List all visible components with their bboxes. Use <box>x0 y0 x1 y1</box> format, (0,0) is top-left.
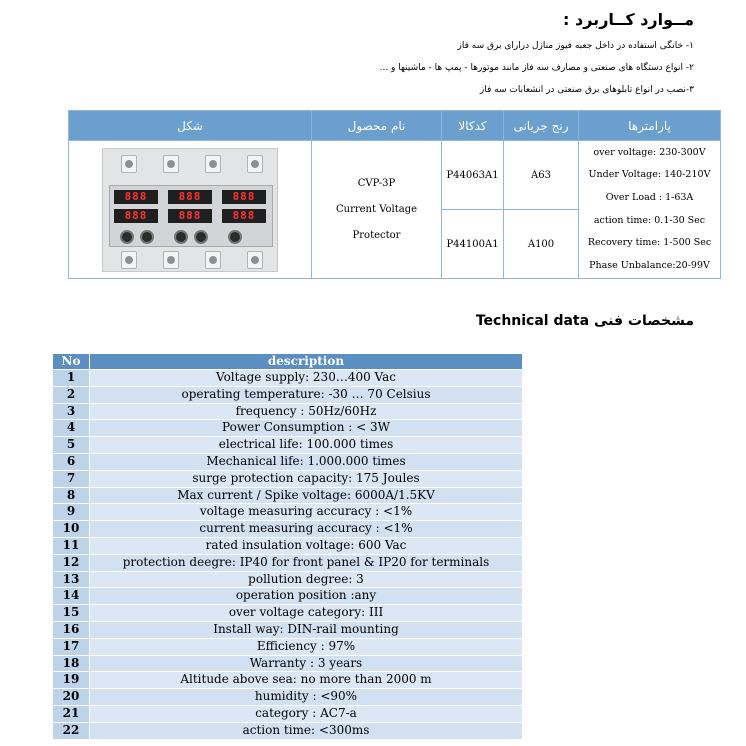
header-code: کدکالا <box>442 111 504 141</box>
spec-row-description: Max current / Spike voltage: 6000A/1.5KV <box>90 487 523 504</box>
spec-row-number: 4 <box>53 420 90 437</box>
spec-row-number: 3 <box>53 403 90 420</box>
usage-item: ۲- انواع دستگاه های صنعتی و مصارف سه فاز مانند موتورها - پمپ ها - ماشینها و ... <box>379 63 694 73</box>
spec-row-number: 11 <box>53 537 90 554</box>
table-row <box>53 403 523 420</box>
adjust-knob-icon <box>140 230 154 244</box>
table-row <box>53 571 523 588</box>
current-range-cell: A63 <box>504 141 579 210</box>
adjust-knob-icon <box>228 230 242 244</box>
spec-row-description: protection deegre: IP40 for front panel & IP20 for terminals <box>90 554 523 571</box>
spec-row-description: Power Consumption : < 3W <box>90 420 523 437</box>
technical-heading-en: Technical data <box>475 313 590 329</box>
adjust-knob-icon <box>194 230 208 244</box>
parameter-list <box>579 142 720 278</box>
table-row <box>53 588 523 605</box>
table-row <box>53 638 523 655</box>
spec-row-number: 15 <box>53 605 90 622</box>
table-row <box>53 621 523 638</box>
table-row <box>53 420 523 437</box>
model-name: Current Voltage Protector <box>335 203 418 241</box>
parameters-cell <box>579 141 721 279</box>
spec-row-number: 19 <box>53 672 90 689</box>
spec-row-number: 21 <box>53 705 90 722</box>
product-table <box>68 110 721 279</box>
terminal-screw-icon <box>247 251 263 269</box>
terminal-screw-icon <box>247 155 263 173</box>
table-row <box>53 453 523 470</box>
spec-row-number: 20 <box>53 689 90 706</box>
spec-row-number: 7 <box>53 470 90 487</box>
spec-row-description: rated insulation voltage: 600 Vac <box>90 537 523 554</box>
header-current-range: رنج جریانی <box>504 111 579 141</box>
product-code-cell: P44100A1 <box>442 210 504 279</box>
table-row <box>53 672 523 689</box>
header-product-name: نام محصول <box>312 111 442 141</box>
technical-data-heading <box>476 313 694 329</box>
led-display: 888 <box>114 190 158 204</box>
spec-table-body <box>53 370 523 740</box>
product-table-header <box>69 111 721 141</box>
spec-row-number: 12 <box>53 554 90 571</box>
spec-row-description: over voltage category: III <box>90 605 523 622</box>
usage-title: مــوارد کــاربرد : <box>563 10 694 29</box>
terminal-screw-icon <box>205 251 221 269</box>
spec-row-number: 14 <box>53 588 90 605</box>
product-image-cell <box>69 141 312 279</box>
spec-header-description: description <box>90 354 523 370</box>
terminal-screw-icon <box>163 251 179 269</box>
table-row <box>53 722 523 739</box>
spec-row-number: 5 <box>53 437 90 454</box>
parameter-item: Recovery time: 1-500 Sec <box>587 237 712 249</box>
usage-item: ۱- خانگی استفاده در داخل جعبه فیوز منازل درارای برق سه فاز <box>457 41 694 51</box>
parameter-item: Over Load : 1-63A <box>605 191 694 203</box>
spec-row-description: operating temperature: -30 … 70 Celsius <box>90 386 523 403</box>
spec-row-number: 16 <box>53 621 90 638</box>
spec-row-number: 10 <box>53 521 90 538</box>
spec-row-description: Altitude above sea: no more than 2000 m <box>90 672 523 689</box>
table-row <box>53 537 523 554</box>
spec-row-number: 1 <box>53 370 90 387</box>
terminal-screw-icon <box>163 155 179 173</box>
model-code: CVP-3P <box>357 177 396 189</box>
led-display: 888 <box>168 209 212 223</box>
technical-heading-fa: مشخصات فنی <box>593 313 694 329</box>
spec-row-description: action time: <300ms <box>90 722 523 739</box>
spec-row-number: 2 <box>53 386 90 403</box>
terminal-screw-icon <box>205 155 221 173</box>
current-range-cell: A100 <box>504 210 579 279</box>
terminal-screw-icon <box>121 251 137 269</box>
led-display: 888 <box>222 190 266 204</box>
terminal-screw-icon <box>121 155 137 173</box>
spec-header-no: No <box>53 354 90 370</box>
spec-row-description: Mechanical life: 1.000.000 times <box>90 453 523 470</box>
table-row <box>53 437 523 454</box>
spec-row-description: operation position :any <box>90 588 523 605</box>
spec-row-number: 6 <box>53 453 90 470</box>
spec-row-number: 13 <box>53 571 90 588</box>
parameter-item: Under Voltage: 140-210V <box>588 169 711 181</box>
spec-row-description: frequency : 50Hz/60Hz <box>90 403 523 420</box>
adjust-knob-icon <box>174 230 188 244</box>
spec-row-description: electrical life: 100.000 times <box>90 437 523 454</box>
spec-table-header <box>53 354 523 370</box>
spec-row-number: 9 <box>53 504 90 521</box>
table-row <box>53 470 523 487</box>
spec-row-description: humidity : <90% <box>90 689 523 706</box>
spec-row-number: 22 <box>53 722 90 739</box>
table-row <box>53 655 523 672</box>
spec-row-description: category : AC7-a <box>90 705 523 722</box>
spec-row-description: Install way: DIN-rail mounting <box>90 621 523 638</box>
table-row <box>53 370 523 387</box>
spec-row-description: Voltage supply: 230…400 Vac <box>90 370 523 387</box>
table-row <box>53 689 523 706</box>
product-name-cell <box>312 141 442 279</box>
header-shape: شکل <box>69 111 312 141</box>
led-display: 888 <box>222 209 266 223</box>
parameter-item: Phase Unbalance:20-99V <box>589 259 710 271</box>
table-row <box>53 605 523 622</box>
spec-row-description: surge protection capacity: 175 Joules <box>90 470 523 487</box>
table-row <box>53 487 523 504</box>
led-display: 888 <box>168 190 212 204</box>
table-row <box>53 705 523 722</box>
product-code-cell: P44063A1 <box>442 141 504 210</box>
adjust-knob-icon <box>120 230 134 244</box>
technical-spec-table <box>52 353 523 740</box>
spec-row-number: 18 <box>53 655 90 672</box>
spec-row-description: Warranty : 3 years <box>90 655 523 672</box>
spec-row-description: Efficiency : 97% <box>90 638 523 655</box>
spec-row-description: current measuring accuracy : <1% <box>90 521 523 538</box>
table-row <box>53 521 523 538</box>
led-display: 888 <box>114 209 158 223</box>
parameter-item: over voltage: 230-300V <box>593 146 706 158</box>
spec-row-number: 17 <box>53 638 90 655</box>
table-row <box>53 504 523 521</box>
usage-section <box>54 10 694 101</box>
usage-item: ۳-نصب در انواع تابلوهای برق صنعتی در انشعابات سه فاز <box>479 85 694 95</box>
three-phase-protector-device-icon <box>102 148 278 272</box>
spec-row-description: voltage measuring accuracy : <1% <box>90 504 523 521</box>
table-row <box>53 386 523 403</box>
device-front-panel <box>109 185 273 247</box>
header-parameters: پارامترها <box>579 111 721 141</box>
spec-row-number: 8 <box>53 487 90 504</box>
table-row <box>53 554 523 571</box>
spec-row-description: pollution degree: 3 <box>90 571 523 588</box>
parameter-item: action time: 0.1-30 Sec <box>593 214 706 226</box>
